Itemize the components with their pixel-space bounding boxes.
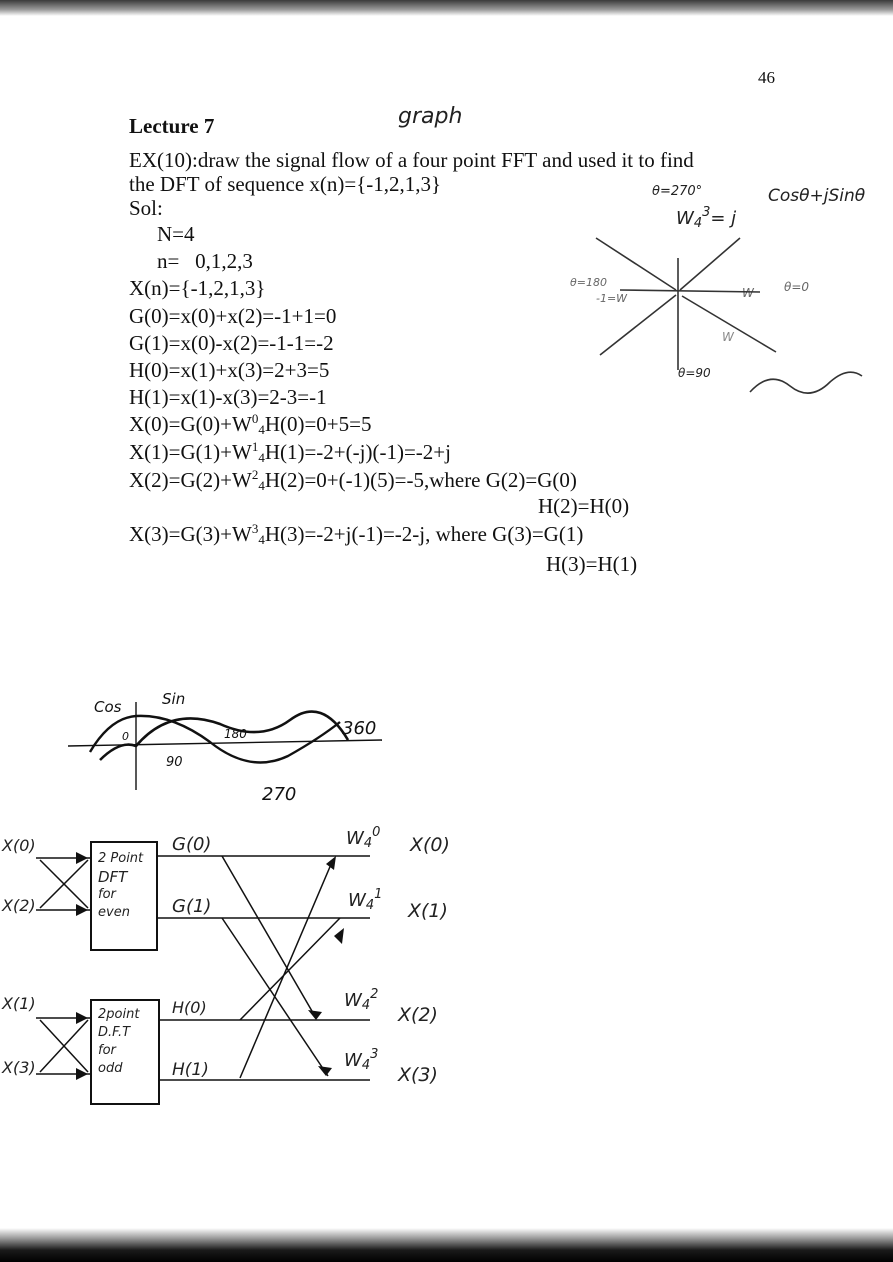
g1-equation: G(1)=x(0)-x(2)=-1-1=-2 [129,331,334,355]
even-box-label: 2 Point DFT for even [98,851,144,920]
fg-input-x1: X(1) [2,994,36,1013]
theta-270-note: θ=270° [652,184,703,199]
x2-note: H(2)=H(0) [538,494,630,518]
sequence: X(n)={-1,2,1,3} [129,276,266,300]
graph-note: graph [398,104,463,129]
w43-note: $W_4^3= j$ [676,205,737,231]
fg-input-x3: X(3) [2,1058,36,1077]
deg360-label: 360 [342,718,377,739]
flow-h1-to-x1 [240,862,332,1078]
fg-g0-label: G(0) [172,834,212,855]
h0-equation: H(0)=x(1)+x(3)=2+3=5 [129,358,330,382]
flow-h0-to-x0 [240,918,340,1020]
twiddle-w43: $W_4^3$ [344,1047,379,1073]
x2-equation: $X(2)=G(2)+W^2_4H(2)=0+(-1)(5)=-5,where$ G(2)=G(0) [129,467,577,493]
twiddle-w42: $W_4^2$ [344,987,379,1013]
problem-line-1: EX(10):draw the signal flow of a four point FFT and used it to find [129,148,694,172]
phasor-diag-4 [682,296,776,352]
lecture-title: Lecture 7 [129,114,215,138]
fg-g1-label: G(1) [172,896,212,917]
arrow-2 [334,928,344,944]
n-range: n= 0,1,2,3 [157,249,253,273]
phasor-wave-squiggle [750,372,862,393]
theta-0-note: θ=0 [784,280,810,294]
deg270-label: 270 [262,784,297,805]
x3-note: H(3)=H(1) [546,552,638,576]
n-size: N=4 [157,222,195,246]
phasor-horizontal-axis [620,290,760,292]
arrow-3 [308,1010,322,1020]
twiddle-w41: $W_4^1$ [348,887,383,913]
arrow-1 [326,856,336,870]
euler-note: Cosθ+jSinθ [768,186,866,206]
phasor-diag-2 [680,238,740,290]
x0-equation: $X(0)=G(0)+W^0_4H(0)=0+5=5$ [129,411,372,437]
theta-180-note: θ=180 [570,276,607,289]
arrow-4 [318,1066,332,1076]
fg-h1-label: H(1) [172,1060,209,1080]
fg-input-x0: X(0) [2,836,36,855]
deg90-label: 90 [166,755,183,770]
x1-equation: $X(1)=G(1)+W^1_4H(1)=-2+(-j)(-1)=-2+j$ [129,439,451,465]
theta-90-note: θ=90 [678,366,711,380]
w-left-note: -1=W [596,292,628,305]
solution-label: Sol: [129,196,163,220]
x3-equation: $X(3)=G(3)+W^3_4H(3)=-2+j(-1)=-2-j$, where G(3)=G(1) [129,521,584,547]
zero-label: 0 [122,730,129,743]
fg-output-x2: X(2) [398,1004,438,1026]
phasor-diag-3 [600,295,676,355]
cos-label: Cos [94,698,122,716]
flow-g0-to-x2 [222,856,316,1018]
fg-output-x1: X(1) [408,900,448,922]
fg-output-x0: X(0) [410,834,450,856]
sin-label: Sin [162,690,186,708]
problem-line-2: the DFT of sequence x(n)={-1,2,1,3} [129,172,442,196]
page-number: 46 [758,68,775,87]
w-lower-note: W [722,330,734,344]
g0-equation: G(0)=x(0)+x(2)=-1+1=0 [129,304,337,328]
fg-output-x3: X(3) [398,1064,438,1086]
fg-input-x2: X(2) [2,896,36,915]
fg-h0-label: H(0) [172,998,207,1017]
w-right-note: W [742,286,754,300]
deg180-label: 180 [224,727,247,741]
phasor-diagram [596,238,862,393]
odd-box-label: 2point D.F.T for odd [98,1007,140,1076]
phasor-diag-1 [596,238,676,290]
h1-equation: H(1)=x(1)-x(3)=2-3=-1 [129,385,327,409]
twiddle-w40: $W_4^0$ [346,825,381,851]
